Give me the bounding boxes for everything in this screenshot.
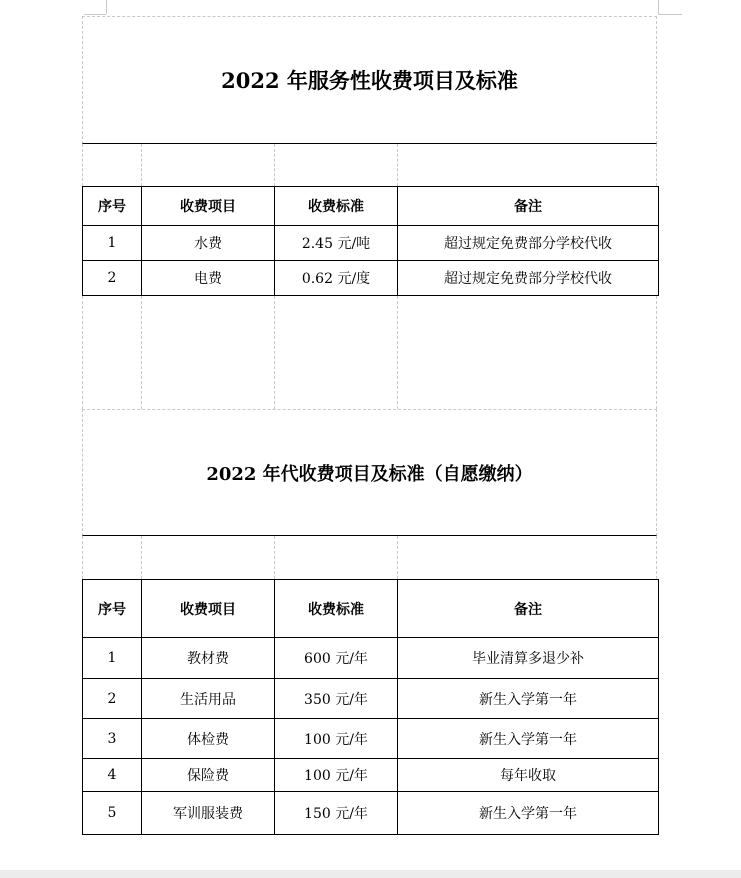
spacer-grid	[82, 144, 657, 186]
service-fee-table	[82, 186, 659, 296]
row-item: 水费	[142, 226, 275, 261]
row-no: 2	[83, 679, 142, 719]
collection-fee-table	[82, 579, 659, 835]
section1-title-box	[82, 16, 657, 144]
header-item: 收费项目	[142, 187, 275, 226]
crop-mark	[658, 14, 682, 15]
row-no: 5	[83, 792, 142, 835]
table-row	[83, 261, 659, 296]
table-row	[83, 679, 659, 719]
table-header-row	[83, 187, 659, 226]
page-bottom-band	[0, 870, 741, 878]
row-standard: 2.45 元/吨	[275, 226, 398, 261]
spacer-grid	[82, 296, 657, 409]
row-note: 超过规定免费部分学校代收	[398, 261, 659, 296]
row-standard: 350 元/年	[275, 679, 398, 719]
section2-title: 2022 年代收费项目及标准（自愿缴纳）	[206, 463, 533, 485]
row-standard: 100 元/年	[275, 719, 398, 759]
row-no: 2	[83, 261, 142, 296]
row-item: 体检费	[142, 719, 275, 759]
table-row	[83, 792, 659, 835]
row-item: 生活用品	[142, 679, 275, 719]
row-standard: 150 元/年	[275, 792, 398, 835]
header-note: 备注	[398, 580, 659, 638]
row-no: 4	[83, 759, 142, 792]
section1-title: 2022 年服务性收费项目及标准	[221, 68, 518, 93]
row-item: 教材费	[142, 638, 275, 679]
crop-mark	[106, 0, 107, 14]
row-no: 3	[83, 719, 142, 759]
spacer-grid	[82, 536, 657, 579]
row-item: 保险费	[142, 759, 275, 792]
row-standard: 100 元/年	[275, 759, 398, 792]
row-note: 新生入学第一年	[398, 792, 659, 835]
header-no: 序号	[83, 187, 142, 226]
table-header-row	[83, 580, 659, 638]
row-no: 1	[83, 226, 142, 261]
header-note: 备注	[398, 187, 659, 226]
table-row	[83, 719, 659, 759]
row-item: 电费	[142, 261, 275, 296]
row-note: 新生入学第一年	[398, 679, 659, 719]
crop-mark	[658, 0, 659, 14]
row-note: 新生入学第一年	[398, 719, 659, 759]
crop-mark	[84, 14, 106, 15]
row-note: 每年收取	[398, 759, 659, 792]
row-note: 毕业清算多退少补	[398, 638, 659, 679]
header-no: 序号	[83, 580, 142, 638]
header-standard: 收费标准	[275, 580, 398, 638]
section2-title-box	[82, 409, 657, 536]
table-row	[83, 759, 659, 792]
header-standard: 收费标准	[275, 187, 398, 226]
table-row	[83, 638, 659, 679]
row-note: 超过规定免费部分学校代收	[398, 226, 659, 261]
table-row	[83, 226, 659, 261]
row-standard: 0.62 元/度	[275, 261, 398, 296]
row-item: 军训服装费	[142, 792, 275, 835]
row-standard: 600 元/年	[275, 638, 398, 679]
header-item: 收费项目	[142, 580, 275, 638]
row-no: 1	[83, 638, 142, 679]
